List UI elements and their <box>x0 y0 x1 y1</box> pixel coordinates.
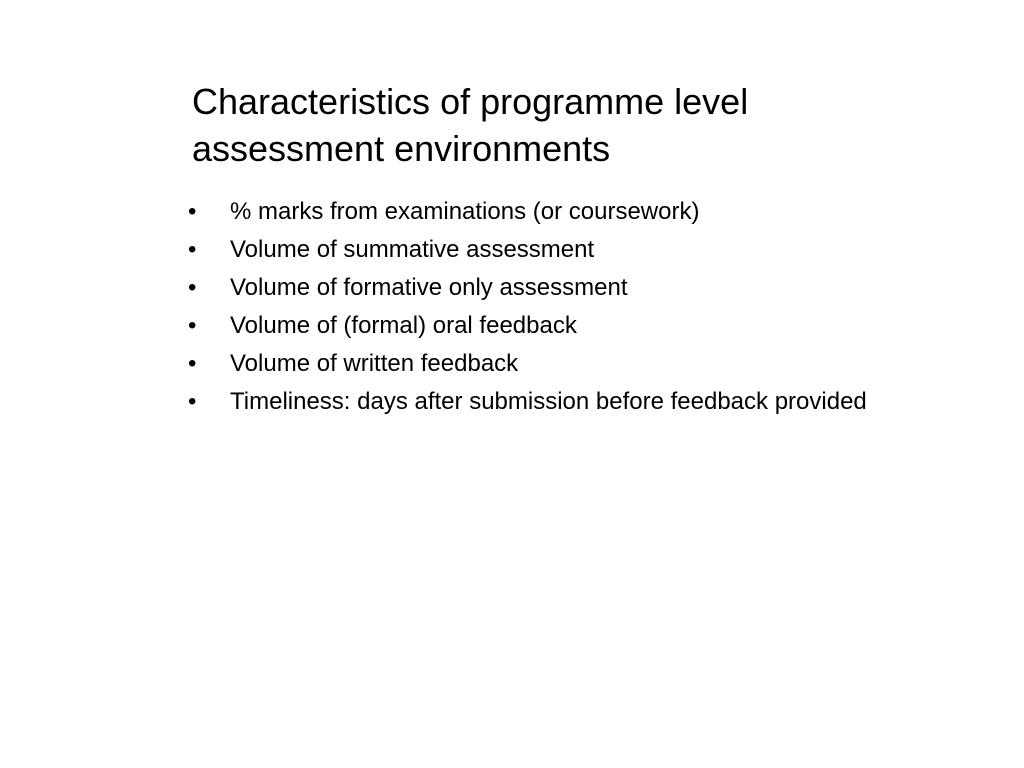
bullet-item <box>188 387 908 417</box>
bullet-icon: • <box>188 236 197 263</box>
bullet-text: % marks from examinations (or coursework) <box>230 198 700 225</box>
bullet-item <box>188 273 908 303</box>
slide-title-line-1: Characteristics of programme level <box>192 81 749 122</box>
slide-title-line-2: assessment environments <box>192 128 611 169</box>
slide-title <box>192 78 912 172</box>
bullet-icon: • <box>188 350 197 377</box>
bullet-icon: • <box>188 198 197 225</box>
bullet-text: Volume of formative only assessment <box>230 274 628 301</box>
bullet-icon: • <box>188 274 197 301</box>
bullet-icon: • <box>188 388 197 415</box>
bullet-text: Timeliness: days after submission before feedback provided <box>230 388 867 415</box>
bullet-icon: • <box>188 312 197 339</box>
bullet-item <box>188 311 908 341</box>
bullet-item <box>188 197 908 227</box>
bullet-item <box>188 235 908 265</box>
bullet-text: Volume of summative assessment <box>230 236 595 263</box>
bullet-text: Volume of written feedback <box>230 350 519 377</box>
bullet-item <box>188 349 908 379</box>
bullet-text: Volume of (formal) oral feedback <box>230 312 577 339</box>
bullet-list <box>188 197 908 425</box>
